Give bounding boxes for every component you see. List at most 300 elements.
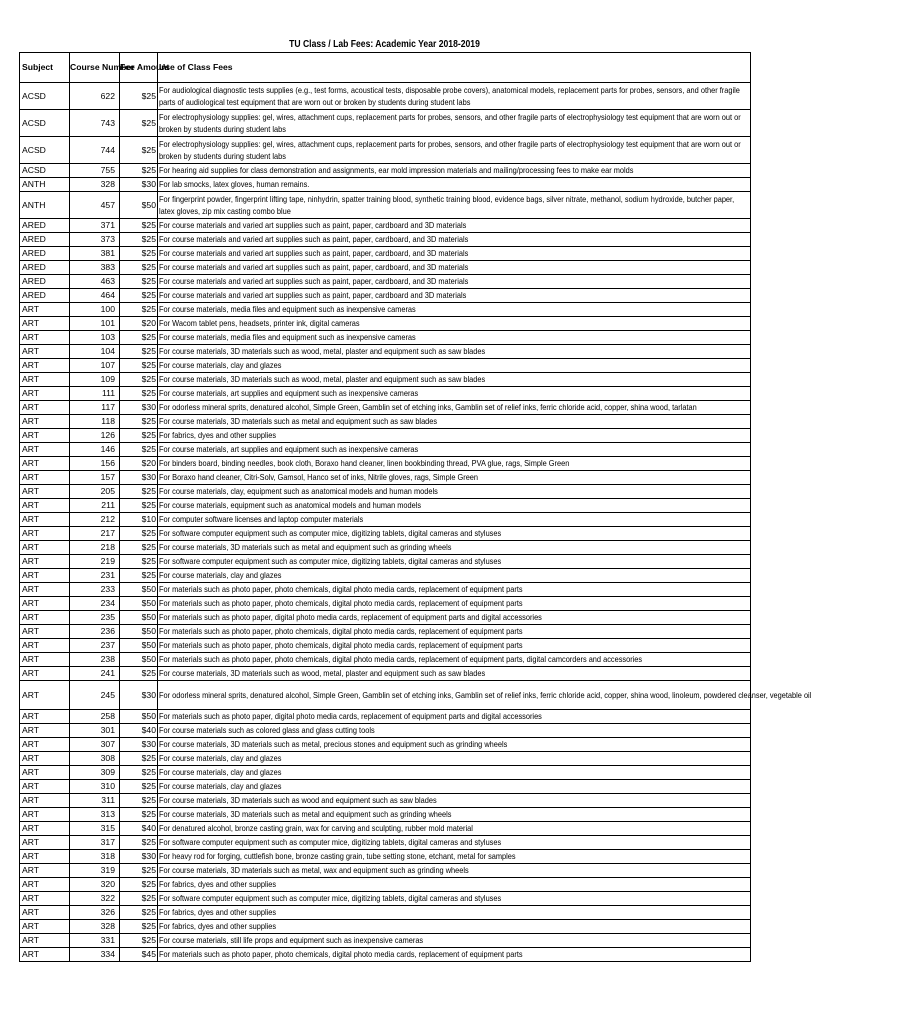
cell-use	[158, 541, 751, 555]
cell-course-number: 622	[70, 83, 120, 110]
cell-subject: ART	[20, 457, 70, 471]
table-row	[20, 738, 751, 752]
header-use: Use of Class Fees	[158, 53, 751, 83]
cell-fee-amount: $25	[120, 892, 158, 906]
table-row	[20, 513, 751, 527]
table-row	[20, 373, 751, 387]
use-text: For lab smocks, latex gloves, human remains.	[159, 179, 310, 189]
use-text: For course materials, 3D materials such as wood, metal, plaster and equipment such as saw blades	[159, 346, 486, 356]
cell-subject: ART	[20, 569, 70, 583]
table-row	[20, 611, 751, 625]
cell-subject: ART	[20, 513, 70, 527]
cell-subject: ANTH	[20, 178, 70, 192]
use-text: For course materials, still life props and equipment such as inexpensive cameras	[159, 935, 424, 945]
cell-fee-amount: $30	[120, 178, 158, 192]
use-text: For course materials, 3D materials such as metal and equipment such as saw blades	[159, 416, 438, 426]
cell-subject: ART	[20, 387, 70, 401]
cell-subject: ANTH	[20, 192, 70, 219]
use-text: For course materials, clay and glazes	[159, 360, 282, 370]
table-row	[20, 780, 751, 794]
cell-use	[158, 137, 751, 164]
cell-course-number: 328	[70, 178, 120, 192]
cell-fee-amount: $45	[120, 948, 158, 962]
cell-fee-amount: $25	[120, 387, 158, 401]
cell-fee-amount: $40	[120, 822, 158, 836]
table-row	[20, 667, 751, 681]
cell-course-number: 319	[70, 864, 120, 878]
table-row	[20, 317, 751, 331]
table-row	[20, 110, 751, 137]
cell-fee-amount: $25	[120, 836, 158, 850]
use-text: For materials such as photo paper, photo chemicals, digital photo media cards, replacement of equipment parts	[159, 598, 523, 608]
cell-use	[158, 667, 751, 681]
use-text: For course materials, clay, equipment such as anatomical models and human models	[159, 486, 438, 496]
cell-subject: ART	[20, 443, 70, 457]
cell-fee-amount: $25	[120, 780, 158, 794]
cell-use	[158, 303, 751, 317]
use-text: For computer software licenses and laptop computer materials	[159, 514, 364, 524]
table-row	[20, 934, 751, 948]
cell-course-number: 241	[70, 667, 120, 681]
use-text: For denatured alcohol, bronze casting grain, wax for carving and sculpting, rubber mold material	[159, 823, 473, 833]
cell-course-number: 311	[70, 794, 120, 808]
table-row	[20, 892, 751, 906]
cell-fee-amount: $25	[120, 429, 158, 443]
cell-use	[158, 752, 751, 766]
cell-course-number: 205	[70, 485, 120, 499]
cell-use	[158, 527, 751, 541]
table-row	[20, 345, 751, 359]
cell-subject: ACSD	[20, 137, 70, 164]
use-text: For course materials such as colored glass and glass cutting tools	[159, 725, 375, 735]
use-text: For fabrics, dyes and other supplies	[159, 907, 277, 917]
cell-course-number: 235	[70, 611, 120, 625]
cell-fee-amount: $25	[120, 499, 158, 513]
cell-use	[158, 948, 751, 962]
use-text: For hearing aid supplies for class demonstration and assignments, ear mold impression materials and mailing/processing fees to make ear molds	[159, 165, 634, 175]
cell-use	[158, 653, 751, 667]
cell-fee-amount: $25	[120, 752, 158, 766]
cell-subject: ART	[20, 752, 70, 766]
cell-subject: ART	[20, 878, 70, 892]
cell-subject: ART	[20, 766, 70, 780]
cell-subject: ART	[20, 541, 70, 555]
use-text: For course materials and varied art supplies such as paint, paper, cardboard, and 3D materials	[159, 234, 469, 244]
cell-subject: ART	[20, 611, 70, 625]
cell-use	[158, 471, 751, 485]
cell-use	[158, 766, 751, 780]
use-text: For Wacom tablet pens, headsets, printer ink, digital cameras	[159, 318, 360, 328]
cell-fee-amount: $25	[120, 920, 158, 934]
table-row	[20, 275, 751, 289]
cell-use	[158, 331, 751, 345]
cell-fee-amount: $25	[120, 164, 158, 178]
cell-use	[158, 583, 751, 597]
cell-fee-amount: $50	[120, 192, 158, 219]
cell-subject: ART	[20, 583, 70, 597]
cell-subject: ART	[20, 934, 70, 948]
table-row	[20, 499, 751, 513]
cell-use	[158, 934, 751, 948]
cell-use	[158, 192, 751, 219]
cell-fee-amount: $25	[120, 373, 158, 387]
cell-fee-amount: $30	[120, 681, 158, 710]
table-row	[20, 164, 751, 178]
cell-fee-amount: $25	[120, 303, 158, 317]
cell-course-number: 317	[70, 836, 120, 850]
cell-subject: ARED	[20, 233, 70, 247]
cell-fee-amount: $25	[120, 261, 158, 275]
cell-use	[158, 247, 751, 261]
cell-subject: ART	[20, 724, 70, 738]
table-row	[20, 137, 751, 164]
use-text: For binders board, binding needles, book cloth, Boraxo hand cleaner, linen bookbinding thread, PVA glue, rags, Simple Green	[159, 458, 570, 468]
table-row	[20, 541, 751, 555]
cell-course-number: 322	[70, 892, 120, 906]
cell-course-number: 118	[70, 415, 120, 429]
cell-subject: ART	[20, 401, 70, 415]
cell-subject: ARED	[20, 261, 70, 275]
cell-use	[158, 808, 751, 822]
cell-course-number: 326	[70, 906, 120, 920]
cell-course-number: 755	[70, 164, 120, 178]
use-text: For fabrics, dyes and other supplies	[159, 921, 277, 931]
cell-course-number: 258	[70, 710, 120, 724]
cell-course-number: 307	[70, 738, 120, 752]
table-row	[20, 639, 751, 653]
cell-subject: ART	[20, 681, 70, 710]
cell-use	[158, 110, 751, 137]
cell-fee-amount: $50	[120, 625, 158, 639]
cell-course-number: 328	[70, 920, 120, 934]
use-text: For course materials, media files and equipment such as inexpensive cameras	[159, 304, 416, 314]
table-row	[20, 457, 751, 471]
cell-course-number: 309	[70, 766, 120, 780]
cell-subject: ART	[20, 808, 70, 822]
header-fee-amount: Fee Amount	[120, 53, 158, 83]
cell-use	[158, 513, 751, 527]
cell-subject: ART	[20, 639, 70, 653]
cell-course-number: 157	[70, 471, 120, 485]
use-text: For course materials, media files and equipment such as inexpensive cameras	[159, 332, 416, 342]
table-row	[20, 681, 751, 710]
cell-fee-amount: $50	[120, 710, 158, 724]
cell-course-number: 308	[70, 752, 120, 766]
cell-subject: ART	[20, 485, 70, 499]
cell-course-number: 315	[70, 822, 120, 836]
cell-course-number: 744	[70, 137, 120, 164]
cell-subject: ART	[20, 317, 70, 331]
cell-course-number: 233	[70, 583, 120, 597]
cell-subject: ART	[20, 303, 70, 317]
table-row	[20, 429, 751, 443]
cell-fee-amount: $20	[120, 317, 158, 331]
cell-fee-amount: $25	[120, 906, 158, 920]
use-text: For course materials, 3D materials such as metal and equipment such as grinding wheels	[159, 809, 452, 819]
cell-fee-amount: $25	[120, 275, 158, 289]
cell-subject: ART	[20, 527, 70, 541]
use-text: For fingerprint powder, fingerprint lifting tape, ninhydrin, spatter training blood, synthetic training blood, evidence bags, silver nitrate, methanol, sodium hydroxide, butcher paper, latex gloves, zip mix casting combo blue	[159, 194, 735, 216]
cell-fee-amount: $25	[120, 864, 158, 878]
use-text: For course materials, clay and glazes	[159, 570, 282, 580]
cell-fee-amount: $25	[120, 110, 158, 137]
use-text: For software computer equipment such as computer mice, digitizing tablets, digital cameras and styluses	[159, 528, 502, 538]
cell-use	[158, 317, 751, 331]
cell-course-number: 320	[70, 878, 120, 892]
cell-use	[158, 611, 751, 625]
cell-course-number: 457	[70, 192, 120, 219]
cell-subject: ARED	[20, 289, 70, 303]
cell-use	[158, 359, 751, 373]
cell-course-number: 109	[70, 373, 120, 387]
cell-fee-amount: $25	[120, 766, 158, 780]
use-text: For materials such as photo paper, photo chemicals, digital photo media cards, replacement of equipment parts	[159, 949, 523, 959]
use-text: For course materials and varied art supplies such as paint, paper, cardboard, and 3D materials	[159, 248, 469, 258]
use-text: For course materials, equipment such as anatomical models and human models	[159, 500, 422, 510]
cell-course-number: 217	[70, 527, 120, 541]
cell-use	[158, 373, 751, 387]
use-text: For course materials and varied art supplies such as paint, paper, cardboard, and 3D materials	[159, 262, 469, 272]
table-row	[20, 471, 751, 485]
cell-course-number: 301	[70, 724, 120, 738]
table-row	[20, 822, 751, 836]
table-row	[20, 583, 751, 597]
use-text: For course materials, clay and glazes	[159, 767, 282, 777]
page-title: TU Class / Lab Fees: Academic Year 2018-2019	[289, 39, 480, 50]
use-text: For odorless mineral sprits, denatured alcohol, Simple Green, Gamblin set of etching inks, Gamblin set of relief inks, ferric chloride acid, copper, shina wood, tarlatan	[159, 402, 697, 412]
use-text: For materials such as photo paper, digital photo media cards, replacement of equipment parts and digital accessories	[159, 711, 542, 721]
cell-fee-amount: $30	[120, 401, 158, 415]
use-text: For course materials, 3D materials such as wood, metal, plaster and equipment such as saw blades	[159, 374, 486, 384]
cell-fee-amount: $25	[120, 527, 158, 541]
use-text: For audiological diagnostic tests supplies (e.g., test forms, acoustical tests, disposable probe covers), anatomical models, replacement parts for probes, sensors, and other fragile parts of audiological test equipment that are worn out or broken by students during student labs	[159, 85, 740, 107]
use-text: For course materials and varied art supplies such as paint, paper, cardboard, and 3D materials	[159, 276, 469, 286]
table-row	[20, 387, 751, 401]
cell-use	[158, 738, 751, 752]
cell-fee-amount: $50	[120, 611, 158, 625]
cell-use	[158, 499, 751, 513]
table-row	[20, 303, 751, 317]
cell-fee-amount: $25	[120, 667, 158, 681]
use-text: For course materials, 3D materials such as wood, metal, plaster and equipment such as saw blades	[159, 668, 486, 678]
cell-use	[158, 289, 751, 303]
use-text: For materials such as photo paper, photo chemicals, digital photo media cards, replacement of equipment parts	[159, 640, 523, 650]
cell-subject: ART	[20, 345, 70, 359]
cell-subject: ART	[20, 429, 70, 443]
header-subject: Subject	[20, 53, 70, 83]
cell-use	[158, 864, 751, 878]
cell-subject: ART	[20, 920, 70, 934]
cell-course-number: 107	[70, 359, 120, 373]
fee-table	[19, 52, 812, 962]
cell-course-number: 310	[70, 780, 120, 794]
cell-use	[158, 920, 751, 934]
table-row	[20, 850, 751, 864]
cell-use	[158, 681, 812, 710]
use-text: For course materials, art supplies and equipment such as inexpensive cameras	[159, 388, 419, 398]
cell-fee-amount: $25	[120, 289, 158, 303]
cell-fee-amount: $25	[120, 331, 158, 345]
cell-use	[158, 878, 751, 892]
cell-use	[158, 780, 751, 794]
cell-use	[158, 275, 751, 289]
cell-fee-amount: $25	[120, 247, 158, 261]
cell-course-number: 383	[70, 261, 120, 275]
cell-course-number: 381	[70, 247, 120, 261]
cell-fee-amount: $30	[120, 471, 158, 485]
cell-subject: ART	[20, 331, 70, 345]
use-text: For course materials, art supplies and equipment such as inexpensive cameras	[159, 444, 419, 454]
table-row	[20, 766, 751, 780]
cell-subject: ARED	[20, 219, 70, 233]
table-row	[20, 555, 751, 569]
cell-course-number: 117	[70, 401, 120, 415]
table-row	[20, 443, 751, 457]
cell-course-number: 219	[70, 555, 120, 569]
cell-use	[158, 906, 751, 920]
cell-fee-amount: $25	[120, 137, 158, 164]
table-row	[20, 527, 751, 541]
cell-use	[158, 639, 751, 653]
cell-fee-amount: $30	[120, 738, 158, 752]
use-text: For course materials and varied art supplies such as paint, paper, cardboard and 3D materials	[159, 220, 467, 230]
table-row	[20, 401, 751, 415]
cell-subject: ART	[20, 780, 70, 794]
cell-fee-amount: $25	[120, 233, 158, 247]
table-row	[20, 359, 751, 373]
table-row	[20, 948, 751, 962]
use-text: For materials such as photo paper, photo chemicals, digital photo media cards, replacement of equipment parts	[159, 584, 523, 594]
cell-subject: ART	[20, 597, 70, 611]
cell-fee-amount: $25	[120, 83, 158, 110]
cell-subject: ART	[20, 415, 70, 429]
cell-subject: ART	[20, 471, 70, 485]
table-row	[20, 836, 751, 850]
use-text: For Boraxo hand cleaner, Citri-Solv, Gamsol, Hanco set of inks, Nitrile gloves, rags, Simple Green	[159, 472, 479, 482]
use-text: For electrophysiology supplies: gel, wires, attachment cups, replacement parts for probes, sensors, and other fragile parts of electrophysiology test equipment that are worn out or broken by students during student labs	[159, 139, 741, 161]
table-row	[20, 597, 751, 611]
cell-fee-amount: $25	[120, 555, 158, 569]
use-text: For odorless mineral sprits, denatured alcohol, Simple Green, Gamblin set of etching inks, Gamblin set of relief inks, ferric chloride acid, copper, shina wood, linoleum, powdered cleanser, vegetable oil	[159, 689, 812, 700]
cell-subject: ART	[20, 653, 70, 667]
table-row	[20, 724, 751, 738]
use-text: For fabrics, dyes and other supplies	[159, 430, 277, 440]
cell-use	[158, 415, 751, 429]
cell-subject: ART	[20, 499, 70, 513]
cell-use	[158, 233, 751, 247]
table-row	[20, 864, 751, 878]
cell-use	[158, 261, 751, 275]
cell-subject: ART	[20, 892, 70, 906]
cell-course-number: 331	[70, 934, 120, 948]
cell-subject: ART	[20, 906, 70, 920]
cell-fee-amount: $40	[120, 724, 158, 738]
use-text: For software computer equipment such as computer mice, digitizing tablets, digital cameras and styluses	[159, 837, 502, 847]
cell-subject: ART	[20, 667, 70, 681]
table-row	[20, 178, 751, 192]
table-row	[20, 710, 751, 724]
cell-subject: ART	[20, 836, 70, 850]
table-row	[20, 192, 751, 219]
table-row	[20, 878, 751, 892]
table-row	[20, 808, 751, 822]
cell-use	[158, 164, 751, 178]
cell-course-number: 245	[70, 681, 120, 710]
cell-fee-amount: $25	[120, 219, 158, 233]
cell-course-number: 237	[70, 639, 120, 653]
table-row	[20, 752, 751, 766]
table-row	[20, 625, 751, 639]
use-text: For software computer equipment such as computer mice, digitizing tablets, digital cameras and styluses	[159, 893, 502, 903]
cell-fee-amount: $25	[120, 345, 158, 359]
cell-fee-amount: $25	[120, 934, 158, 948]
cell-fee-amount: $25	[120, 808, 158, 822]
cell-course-number: 313	[70, 808, 120, 822]
cell-fee-amount: $10	[120, 513, 158, 527]
table-row	[20, 415, 751, 429]
cell-course-number: 318	[70, 850, 120, 864]
cell-fee-amount: $50	[120, 583, 158, 597]
header-row	[20, 53, 751, 83]
cell-course-number: 373	[70, 233, 120, 247]
cell-fee-amount: $50	[120, 653, 158, 667]
cell-course-number: 464	[70, 289, 120, 303]
cell-subject: ACSD	[20, 83, 70, 110]
cell-use	[158, 457, 751, 471]
cell-fee-amount: $50	[120, 639, 158, 653]
cell-fee-amount: $30	[120, 850, 158, 864]
cell-fee-amount: $25	[120, 794, 158, 808]
cell-subject: ART	[20, 864, 70, 878]
cell-subject: ART	[20, 625, 70, 639]
cell-subject: ART	[20, 373, 70, 387]
table-row	[20, 261, 751, 275]
cell-use	[158, 443, 751, 457]
cell-course-number: 156	[70, 457, 120, 471]
use-text: For course materials and varied art supplies such as paint, paper, cardboard and 3D materials	[159, 290, 467, 300]
cell-subject: ART	[20, 822, 70, 836]
use-text: For course materials, clay and glazes	[159, 781, 282, 791]
table-row	[20, 485, 751, 499]
cell-course-number: 103	[70, 331, 120, 345]
cell-subject: ARED	[20, 247, 70, 261]
cell-use	[158, 822, 751, 836]
cell-subject: ART	[20, 738, 70, 752]
table-row	[20, 289, 751, 303]
cell-fee-amount: $25	[120, 443, 158, 457]
cell-use	[158, 836, 751, 850]
cell-course-number: 743	[70, 110, 120, 137]
cell-course-number: 234	[70, 597, 120, 611]
cell-fee-amount: $25	[120, 541, 158, 555]
cell-use	[158, 485, 751, 499]
cell-use	[158, 569, 751, 583]
use-text: For course materials, clay and glazes	[159, 753, 282, 763]
table-row	[20, 247, 751, 261]
cell-use	[158, 555, 751, 569]
cell-use	[158, 597, 751, 611]
cell-use	[158, 178, 751, 192]
table-row	[20, 794, 751, 808]
cell-course-number: 211	[70, 499, 120, 513]
table-row	[20, 906, 751, 920]
cell-subject: ACSD	[20, 110, 70, 137]
cell-fee-amount: $20	[120, 457, 158, 471]
cell-subject: ART	[20, 948, 70, 962]
use-text: For course materials, 3D materials such as metal, precious stones and equipment such as grinding wheels	[159, 739, 508, 749]
cell-fee-amount: $25	[120, 569, 158, 583]
cell-course-number: 104	[70, 345, 120, 359]
